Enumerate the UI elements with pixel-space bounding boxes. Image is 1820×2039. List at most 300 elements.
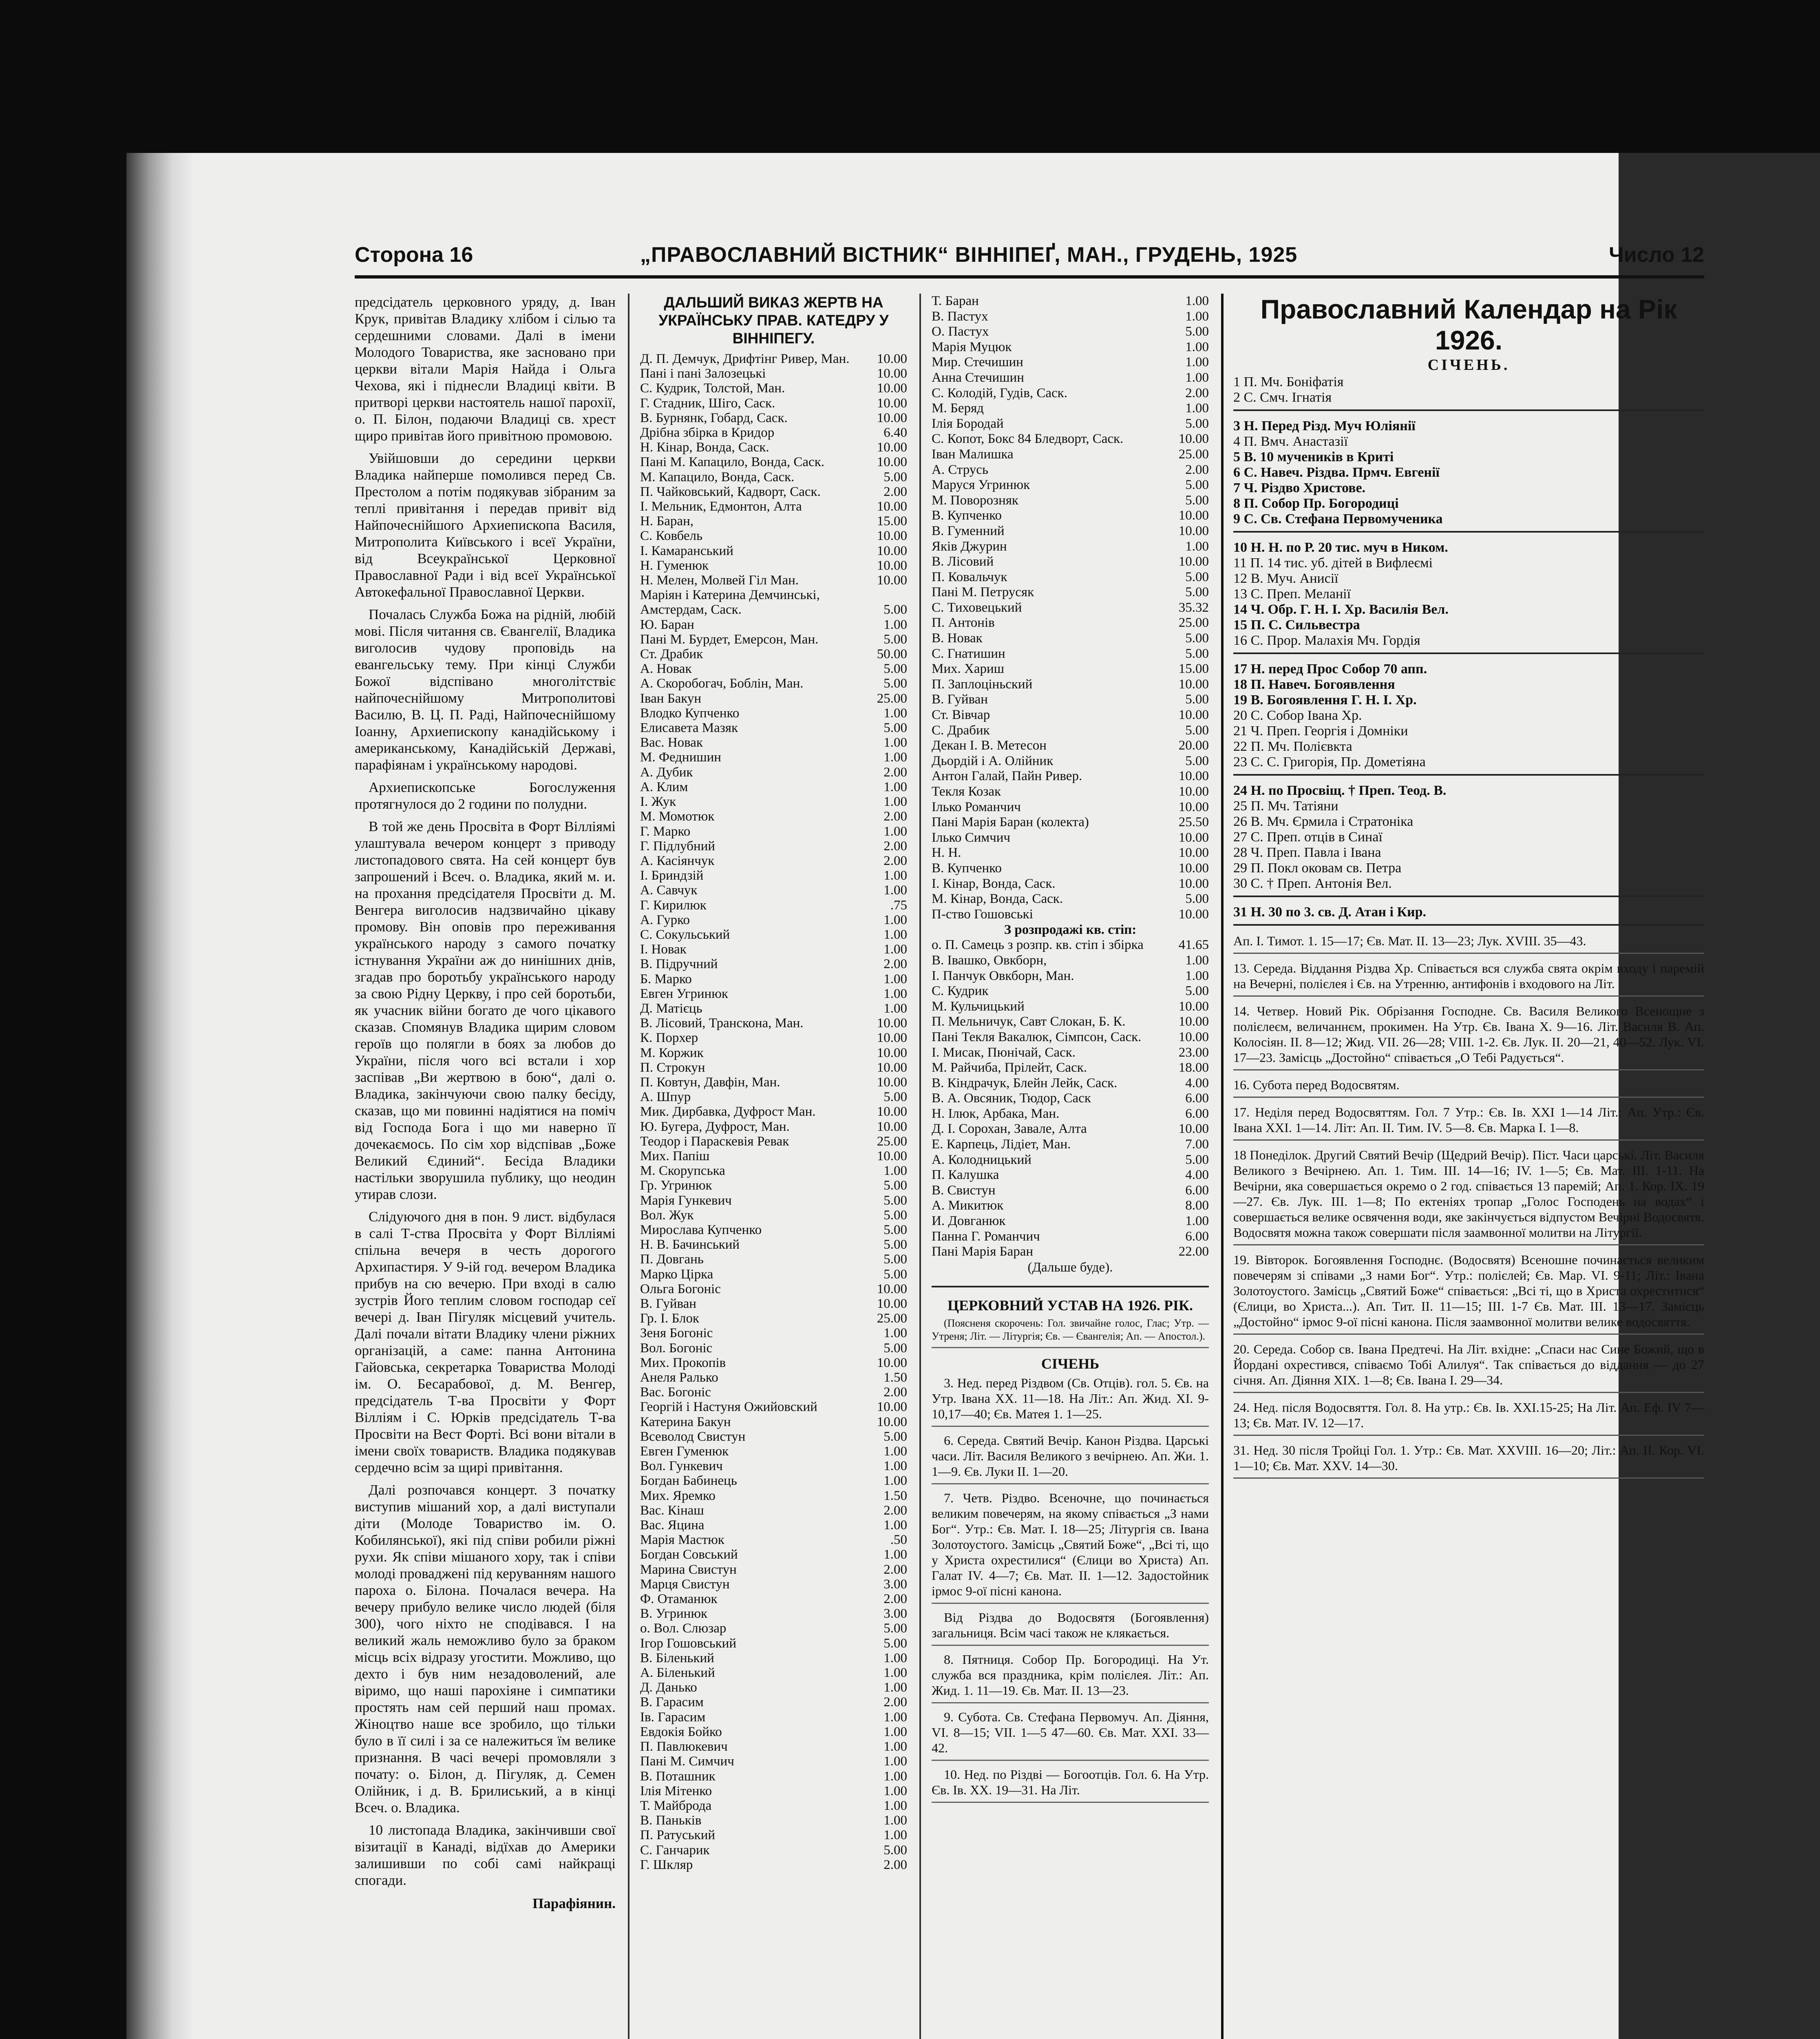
- calendar-day: 19 В. Богоявлення Г. Н. І. Хр.: [1233, 692, 1417, 708]
- donation-amount: 10.00: [1178, 508, 1209, 523]
- donor-name: А. Біленький: [640, 1665, 715, 1681]
- donor-name: П. Калушка: [932, 1168, 999, 1183]
- donor-name: І. Панчук Овкборн, Ман.: [932, 968, 1074, 983]
- donor-name: Марина Свистун: [640, 1562, 737, 1577]
- calendar-entry: 24. Нед. після Водосвяття. Гол. 8. На утр.: Єв. Ів. XXI.15-25; На Літ. Ап. Еф. IV 7—13; Єв. Мат. IV. 12—17.: [1233, 1400, 1704, 1436]
- donation-amount: 10.00: [1178, 769, 1209, 784]
- donation-amount: 10.00: [1178, 1121, 1209, 1137]
- donation-row: [640, 632, 907, 647]
- donation-row: [640, 529, 907, 543]
- donation-row: [932, 891, 1209, 907]
- calendar-days: [1233, 374, 1704, 926]
- donation-row: [932, 723, 1209, 739]
- donation-row: [932, 754, 1209, 769]
- calendar-day: 23 С. С. Григорія, Пр. Дометіяна: [1233, 754, 1426, 770]
- donor-name: Мих. Папіш: [640, 1148, 710, 1163]
- donor-name: Антон Галай, Пайн Ривер.: [932, 769, 1082, 784]
- donation-row: [932, 1137, 1209, 1152]
- donor-name: Марця Свистун: [640, 1577, 730, 1592]
- donation-row: [932, 938, 1209, 953]
- donation-amount: 2.00: [883, 1503, 907, 1518]
- donation-amount: 1.00: [883, 1473, 907, 1488]
- donation-row: [932, 999, 1209, 1015]
- donation-amount: 1.00: [883, 942, 907, 957]
- donor-name: А. Клим: [640, 779, 688, 794]
- donation-row: [640, 1473, 907, 1488]
- donation-amount: 2.00: [883, 1562, 907, 1577]
- calendar-day: 11 П. 14 тис. уб. дітей в Вифлеємі: [1233, 555, 1433, 571]
- donor-name: Анна Стечишин: [932, 370, 1024, 385]
- donation-amount: 10.00: [1178, 708, 1209, 723]
- article-paragraph: 10 листопада Владика, закінчивши свої візитації в Канаді, відїхав до Америки залишивши по собі самі найкращі спогади.: [355, 1822, 616, 1888]
- donor-name: Ілія Мітенко: [640, 1783, 712, 1798]
- donation-row: [932, 953, 1209, 969]
- donation-row: [932, 984, 1209, 999]
- calendar-day: 8 П. Собор Пр. Богородиці: [1233, 496, 1399, 511]
- donation-amount: 10.00: [1178, 876, 1209, 891]
- donation-amount: 1.00: [1185, 539, 1209, 554]
- donation-amount: 1.00: [883, 1813, 907, 1828]
- donation-amount: 1.00: [883, 1798, 907, 1813]
- donation-row: [640, 573, 907, 588]
- donation-amount: 10.00: [877, 455, 907, 470]
- donation-row: [932, 554, 1209, 570]
- donation-amount: 2.00: [883, 1857, 907, 1872]
- donation-row: [932, 1060, 1209, 1076]
- donation-amount: 10.00: [877, 1031, 907, 1046]
- donation-amount: 35.32: [1178, 600, 1209, 615]
- donor-name: А. Дубик: [640, 765, 693, 780]
- donation-row: [640, 809, 907, 824]
- donor-name: Ольга Богоніс: [640, 1281, 721, 1296]
- donation-amount: 5.00: [1185, 585, 1209, 600]
- donation-row: [640, 691, 907, 706]
- donor-name: Н. Ілюк, Арбака, Ман.: [932, 1106, 1060, 1121]
- donor-name: Ф. Отаманюк: [640, 1592, 718, 1607]
- church-rule-entry: 8. Пятниця. Собор Пр. Богородиці. На Ут. служба вся праздника, крім полієлея. Літ.: Ап. Жид. 1. 11—19. Єв. Мат. ІІ. 13—23.: [932, 1652, 1209, 1703]
- donor-name: Ст. Вівчар: [932, 708, 990, 723]
- donation-amount: 5.00: [883, 1429, 907, 1444]
- donor-name: Вас. Кінаш: [640, 1503, 704, 1518]
- donor-name: О. Пастух: [932, 324, 989, 339]
- donation-row: [640, 381, 907, 396]
- donor-name: В. Івашко, Овкборн,: [932, 953, 1047, 968]
- article-paragraph: Увійшовши до середини церкви Владика найперше помолився перед Св. Престолом а потім подякував зібраним за теплі привітання і передав привіт від Найпочеснійшого Архиепископа Василя, Митрополита Київського і всеї України, від Всеукраїнської Церковної Православної Ради і від всеї Української Автокефальної Православної Церкви.: [355, 450, 616, 600]
- donation-row: [640, 676, 907, 691]
- donation-row: [640, 558, 907, 573]
- calendar-day: 30 С. † Преп. Антонія Вел.: [1233, 876, 1392, 891]
- donor-name: Б. Марко: [640, 971, 692, 986]
- donation-row: [932, 386, 1209, 401]
- donation-row: [640, 1665, 907, 1680]
- donation-row: [932, 539, 1209, 555]
- donor-name: Ю. Бугера, Дуфрост, Ман.: [640, 1119, 790, 1134]
- donation-amount: 5.00: [1185, 723, 1209, 738]
- donation-row: [932, 845, 1209, 861]
- donation-row: [640, 1119, 907, 1134]
- calendar-entry: 19. Вівторок. Богоявлення Господнє. (Водосвятя) Всеношне починається великим повечерям зі співами „З нами Бог“. Утр.: полієлей; Єв. Мар. VI. 9-11; Літ.: Івана Золотоустого. Замісць „Святий Боже“ співається: „Всі ті, що в Христа охреститися“ (Єлици, во Христа...). Ап. Тит. II. 11—15; III. 1-7 Єв. Мат. ІІІ. 13—17. Замісць „Достойно“ ірмос 9-ої пісні канона. Після заамвонної молитви велике водосвяття.: [1233, 1252, 1704, 1335]
- donation-amount: 10.00: [877, 558, 907, 573]
- donation-amount: 1.00: [883, 971, 907, 986]
- calendar-week: [1233, 783, 1704, 897]
- donation-row: [640, 1252, 907, 1267]
- donation-amount: 5.00: [883, 632, 907, 647]
- header-rule: [355, 275, 1704, 279]
- calendar-day: 20 С. Собор Івана Хр.: [1233, 708, 1362, 723]
- donor-name: Т. Баран: [932, 294, 979, 308]
- donation-row: [640, 1725, 907, 1739]
- donation-row: [932, 1014, 1209, 1030]
- donation-amount: 2.00: [883, 1592, 907, 1607]
- donation-row: [932, 631, 1209, 646]
- donation-row: [932, 447, 1209, 462]
- donation-amount: 1.00: [883, 779, 907, 794]
- calendar-entry: 17. Неділя перед Водосвяттям. Гол. 7 Утр.: Єв. Ів. XXI 1—14 Літ.: Ап. Утр.: Єв. Івана XXI. 1—14. Літ: Ап. II. Тим. IV. 5—8. Єв. Марка І. 1—8.: [1233, 1104, 1704, 1141]
- donor-name: Елисавета Мазяк: [640, 721, 738, 736]
- donor-name: В. Новак: [932, 631, 983, 646]
- calendar-day: 15 П. С. Сильвестра: [1233, 617, 1360, 632]
- donation-row: [932, 1214, 1209, 1229]
- donor-name: Вас. Богоніс: [640, 1385, 711, 1400]
- donation-amount: 1.00: [1185, 1214, 1209, 1229]
- donation-amount: 6.40: [883, 425, 907, 440]
- page-header: [355, 243, 1704, 271]
- donation-amount: 1.00: [883, 794, 907, 809]
- donation-row: [640, 1769, 907, 1784]
- donor-name: В. Гуменний: [932, 523, 1005, 538]
- calendar-day: 21 Ч. Преп. Георгія і Домніки: [1233, 723, 1408, 739]
- donation-row: [640, 1341, 907, 1356]
- donor-name: Н. В. Бачинський: [640, 1237, 740, 1252]
- calendar-week: [1233, 905, 1704, 926]
- masthead: „ПРАВОСЛАВНИЙ ВІСТНИК“ ВІННІПЕҐ, МАН., ГРУДЕНЬ, 1925: [640, 243, 1298, 267]
- donation-amount: 1.00: [883, 1163, 907, 1179]
- donor-name: В. Лісовий: [932, 554, 994, 569]
- donation-row: [640, 1843, 907, 1858]
- donation-amount: 15.00: [877, 514, 907, 529]
- donation-row: [640, 1282, 907, 1296]
- donation-row: [932, 1045, 1209, 1061]
- calendar-day: 14 Ч. Обр. Г. Н. І. Хр. Василія Вел.: [1233, 602, 1449, 617]
- donation-row: [932, 355, 1209, 370]
- donation-row: [932, 692, 1209, 708]
- donor-name: А. Шпур: [640, 1090, 691, 1105]
- donor-name: С. Кудрик, Толстой, Ман.: [640, 381, 785, 396]
- donor-name: Н. Мелен, Молвей Гіл Ман.: [640, 573, 799, 588]
- donation-row: [932, 615, 1209, 631]
- donation-row: [640, 1356, 907, 1370]
- church-rule-title: ЦЕРКОВНИЙ УСТАВ НА 1926. РІК.: [948, 1297, 1193, 1314]
- donor-name: І. Мельник, Едмонтон, Алта: [640, 499, 802, 514]
- donation-amount: 1.00: [1185, 355, 1209, 370]
- donation-row: [640, 1193, 907, 1208]
- donor-name: В. Свистун: [932, 1183, 996, 1198]
- donation-row: [640, 1577, 907, 1592]
- donor-name: А. Гурко: [640, 912, 690, 927]
- donation-amount: 5.00: [883, 1636, 907, 1651]
- donation-amount: 1.00: [883, 1001, 907, 1016]
- donation-row: [640, 1208, 907, 1223]
- donor-name: М. Момотюк: [640, 809, 715, 824]
- donation-amount: 1.50: [883, 1370, 907, 1385]
- donation-row: [640, 1444, 907, 1459]
- donation-amount: 6.00: [1185, 1106, 1209, 1121]
- donation-row: [640, 1488, 907, 1503]
- donor-name: С. Тиховецький: [932, 600, 1022, 615]
- donor-name: М. Беряд: [932, 401, 984, 416]
- donor-name: Текля Козак: [932, 784, 1001, 799]
- donor-name: Г. Підлубний: [640, 838, 715, 854]
- donor-name: Ст. Драбик: [640, 647, 703, 662]
- calendar-day: 16 С. Прор. Малахія Мч. Гордія: [1233, 633, 1420, 648]
- donor-name: Катерина Бакун: [640, 1414, 731, 1429]
- donor-name: Пані М. Капацило, Вонда, Саск.: [640, 455, 824, 470]
- calendar-entry: 31. Нед. 30 після Тройці Гол. 1. Утр.: Єв. Мат. XXVIII. 16—20; Літ.: Ап. ІІ. Кор. VI. 1—10; Єв. Мат. XXV. 14—30.: [1233, 1442, 1704, 1479]
- donation-amount: 1.00: [1185, 370, 1209, 385]
- donor-name: Іван Малишка: [932, 447, 1014, 462]
- donation-amount: 10.00: [877, 529, 907, 544]
- donation-amount: 5.00: [883, 1267, 907, 1282]
- donation-amount: 10.00: [877, 1400, 907, 1415]
- donation-amount: 10.00: [877, 381, 907, 396]
- donation-row: [932, 1244, 1209, 1260]
- donor-name: Яків Джурин: [932, 539, 1007, 554]
- donor-name: С. Копот, Бокс 84 Бледворт, Саск.: [932, 431, 1124, 447]
- donation-amount: 50.00: [877, 647, 907, 662]
- donation-amount: 41.65: [1178, 938, 1209, 953]
- donation-row: [640, 927, 907, 942]
- calendar-day: 25 П. Мч. Татіяни: [1233, 798, 1338, 814]
- donation-amount: 23.00: [1178, 1045, 1209, 1060]
- donor-name: П. Строкун: [640, 1060, 705, 1075]
- donation-row: [640, 1710, 907, 1725]
- donation-amount: 2.00: [883, 1385, 907, 1400]
- donation-row: [640, 1739, 907, 1754]
- donor-name: Мирослава Купченко: [640, 1222, 762, 1237]
- donor-name: Д. П. Демчук, Дрифтінг Ривер, Ман.: [640, 352, 850, 366]
- donation-amount: 3.00: [883, 1577, 907, 1592]
- donor-name: о. Вол. Слюзар: [640, 1621, 727, 1636]
- calendar-day: 31 Н. 30 по 3. св. Д. Атан і Кир.: [1233, 905, 1427, 920]
- donation-amount: 1.00: [883, 1828, 907, 1843]
- donation-amount: 1.00: [883, 1783, 907, 1798]
- donation-amount: 1.00: [883, 1724, 907, 1739]
- donation-amount: 10.00: [1178, 860, 1209, 876]
- donor-name: Ілько Романчич: [932, 799, 1021, 814]
- church-rule-section: [932, 1317, 1209, 1803]
- donation-amount: 3.00: [883, 1606, 907, 1621]
- donation-row: [932, 524, 1209, 539]
- donation-amount: 1.00: [1185, 294, 1209, 308]
- donation-row: [640, 1046, 907, 1060]
- calendar-entry: Ап. І. Тимот. 1. 15—17; Єв. Мат. ІІ. 13—23; Лук. XVIII. 35—43.: [1233, 933, 1704, 954]
- donor-name: Анеля Ралько: [640, 1370, 718, 1385]
- calendar-entry: 14. Четвер. Новий Рік. Обрізання Господне. Св. Василя Великого Всенощне з полієлеєм, величаннєм, прокимен. На Утр. Єв. Івана Х. 9—16. Літ. Василя В. Ап. Колосіян. ІІ. 8—12; Жид. VII. 26—28; VIII. 1-2. Єв. Лук. ІІ. 20—21, 40—52. Лук. VI. 17—23. Замісць „Достойно“ співається „О Тебі Радується“.: [1233, 1003, 1704, 1070]
- donations-title: ДАЛЬШИЙ ВИКАЗ ЖЕРТВ НА УКРАЇНСЬКУ ПРАВ. КАТЕДРУ У ВІННІПЕГУ.: [658, 294, 889, 347]
- donation-amount: 4.00: [1185, 1168, 1209, 1183]
- donation-amount: 1.00: [1185, 953, 1209, 968]
- donation-amount: 22.00: [1178, 1244, 1209, 1259]
- donor-name: Декан І. В. Метесон: [932, 738, 1047, 753]
- donor-name: Н. Кінар, Вонда, Саск.: [640, 440, 769, 455]
- donation-amount: 2.00: [883, 765, 907, 780]
- donation-row: [932, 294, 1209, 309]
- donation-row: [640, 1090, 907, 1104]
- calendar-day: 5 В. 10 мучеників в Криті: [1233, 449, 1394, 464]
- donation-row: [640, 1134, 907, 1149]
- donation-amount: 1.00: [883, 1650, 907, 1665]
- donation-row: [932, 1091, 1209, 1106]
- calendar-day: 10 Н. Н. по Р. 20 тис. муч в Ником.: [1233, 540, 1448, 555]
- donor-name: В. Купченко: [932, 508, 1002, 523]
- donor-name: А. Струсь: [932, 462, 988, 477]
- calendar-day: 4 П. Вмч. Анастазії: [1233, 434, 1348, 449]
- donation-row: [640, 661, 907, 676]
- donor-name: П. Павлюкевич: [640, 1739, 728, 1754]
- donor-name: І. Жук: [640, 794, 676, 809]
- donor-name: Пані М. Петрусяк: [932, 585, 1034, 600]
- donor-name: Н. Н.: [932, 845, 961, 860]
- donation-amount: 10.00: [1178, 1014, 1209, 1029]
- donation-amount: 2.00: [883, 853, 907, 868]
- column-divider: [628, 294, 629, 2039]
- donation-row: [640, 794, 907, 809]
- donor-name: Дрібна збірка в Кридор: [640, 425, 775, 440]
- donation-amount: 10.00: [877, 1414, 907, 1429]
- donation-amount: 4.00: [1185, 1075, 1209, 1090]
- donation-amount: 1.00: [883, 1326, 907, 1341]
- donation-row: [640, 1592, 907, 1606]
- donor-name: Марія Мастюк: [640, 1533, 724, 1548]
- donation-row: [640, 617, 907, 632]
- donation-amount: 5.00: [1185, 646, 1209, 661]
- donation-row: [640, 396, 907, 411]
- donation-amount: 10.00: [877, 573, 907, 588]
- donation-row: [640, 1459, 907, 1473]
- calendar-week: [1233, 418, 1704, 533]
- donation-row: [932, 861, 1209, 876]
- article-paragraph: Почалась Служба Божа на рідній, любій мові. Після читання св. Євангелії, Владика виголосив чудову проповідь на евангельську тему. При кінці Служби Божої відспівано многолітствіє найпочеснійшому Митрополитові Василю, В. Ц. П. Раді, Найпочеснійшому Іоанну, Архиепископу канадійському і американському, Канадійській Державі, парафіянам і українському народові.: [355, 606, 616, 773]
- column-divider: [1221, 294, 1224, 2039]
- donor-name: Мих. Прокопів: [640, 1355, 726, 1370]
- donation-amount: 1.00: [883, 735, 907, 750]
- donation-row: [640, 1680, 907, 1695]
- donor-name: Теодор і Параскевія Ревак: [640, 1134, 789, 1149]
- article-paragraph: Слідуючого дня в пон. 9 лист. відбулася в салі Т-ства Просвіта у Форт Вілліямі спільна вечеря в честь дорогого Архипастиря. У 9-ій год. вечером Владика прибув на сю вечерю. При вході в салю зустрів Його теплим словом господар сеї вечері д. Іван Пігуляк місцевий учитель. Далі почали вітати Владику члени ріжних організацій, а саме: панна Антонина Гайовська, секретарка Товариства Молоді ім. О. Бесарабової, д. М. Венгер, предсідатель Т-ва Просвіти у Форт Вілліям і С. Юрків предсідатель Т-ва Просвіти на Вест Форті. Всі вони вітали в імени своїх товариств. Владика подякував сердечно всім за щирі привітання.: [355, 1209, 616, 1475]
- donation-row: [640, 1429, 907, 1444]
- donation-amount: 10.00: [877, 1148, 907, 1163]
- donation-amount: 6.00: [1185, 1091, 1209, 1106]
- donation-row: [932, 309, 1209, 325]
- donation-row: [640, 942, 907, 957]
- donation-amount: 10.00: [1178, 907, 1209, 922]
- donor-name: І. Новак: [640, 942, 687, 957]
- calendar-entry: 13. Середа. Віддання Різдва Хр. Співається вся служба свята окрім входу і паремій на Вечерні, полієлея і Єв. на Утренню, антифонів і входового на Літ.: [1233, 960, 1704, 997]
- donation-amount: 5.00: [1185, 569, 1209, 584]
- donor-name: В. Гуйван: [640, 1296, 696, 1311]
- donation-row: [640, 1163, 907, 1178]
- donor-name: А. Скоробогач, Боблін, Ман.: [640, 676, 804, 691]
- donation-amount: 10.00: [877, 543, 907, 558]
- donor-name: В. Гуйван: [932, 692, 988, 707]
- donor-name: А. Новак: [640, 661, 692, 677]
- donation-amount: 2.00: [883, 809, 907, 824]
- donor-name: Г. Марко: [640, 824, 691, 839]
- donor-name: Вол. Гункевич: [640, 1459, 723, 1474]
- donor-name: М. Кінар, Вонда, Саск.: [932, 891, 1063, 907]
- donation-row: [640, 440, 907, 455]
- donor-name: П. Чайковський, Кадворт, Саск.: [640, 484, 821, 499]
- donor-name: П. Ратуський: [640, 1828, 716, 1843]
- donation-row: [932, 907, 1209, 922]
- calendar-day: 6 С. Навеч. Різдва. Прмч. Евгенії: [1233, 465, 1440, 480]
- donation-amount: 20.00: [1178, 738, 1209, 753]
- donation-amount: 1.00: [883, 1680, 907, 1695]
- donation-row: [640, 1016, 907, 1031]
- donation-row: [640, 1385, 907, 1400]
- donation-row: [640, 544, 907, 558]
- donation-row: [640, 957, 907, 971]
- donation-row: [640, 455, 907, 469]
- donation-row: [640, 1104, 907, 1119]
- donation-row: [640, 588, 907, 617]
- donation-row: [932, 769, 1209, 784]
- calendar-day: 9 С. Св. Стефана Первомученика: [1233, 511, 1443, 526]
- donor-name: Пані Марія Баран (колекта): [932, 815, 1089, 830]
- sales-subheading: З розпродажі кв. стіп:: [1004, 922, 1137, 938]
- donation-amount: 10.00: [877, 1075, 907, 1090]
- donation-amount: 5.00: [1185, 984, 1209, 999]
- donation-row: [932, 1198, 1209, 1214]
- church-rule-entry: 10. Нед. по Різдві — Богоотців. Гол. 6. На Утр. Єв. Ів. ХХ. 19—31. На Літ.: [932, 1767, 1209, 1803]
- donor-name: Зеня Богоніс: [640, 1326, 713, 1341]
- donation-row: [932, 661, 1209, 677]
- calendar-day: 12 В. Муч. Анисії: [1233, 571, 1338, 586]
- donation-row: [640, 1621, 907, 1636]
- calendar-day: 22 П. Мч. Полієвкта: [1233, 739, 1352, 754]
- calendar-day: 7 Ч. Різдво Христове.: [1233, 480, 1366, 495]
- donation-amount: 25.00: [877, 691, 907, 706]
- donation-amount: 2.00: [1185, 385, 1209, 400]
- donation-amount: 5.00: [1185, 478, 1209, 493]
- donation-row: [640, 824, 907, 839]
- church-rule-entry: 9. Субота. Св. Стефана Первомуч. Ап. Діяння, VI. 8—15; VII. 1—5 47—60. Єв. Мат. XXI. 33—42.: [932, 1709, 1209, 1761]
- donation-amount: 5.00: [883, 1178, 907, 1193]
- donor-name: І. Бриндзій: [640, 868, 704, 883]
- donor-name: С. Ганчарик: [640, 1842, 710, 1858]
- donor-name: В. Лісовий, Транскона, Ман.: [640, 1016, 804, 1031]
- donation-amount: 5.00: [883, 1842, 907, 1858]
- donation-amount: 25.50: [1178, 815, 1209, 830]
- donor-name: М. Поворозняк: [932, 493, 1018, 508]
- donation-amount: 1.00: [883, 1739, 907, 1754]
- donation-amount: 10.00: [1178, 677, 1209, 692]
- donor-name: Д. І. Сорохан, Завале, Алта: [932, 1121, 1087, 1137]
- donor-name: В. Підручний: [640, 957, 718, 972]
- donor-name: Ю. Баран: [640, 617, 694, 632]
- donation-row: [932, 478, 1209, 493]
- donation-amount: 1.00: [1185, 968, 1209, 983]
- donor-name: М. Кульчицький: [932, 999, 1025, 1014]
- donation-row: [640, 839, 907, 854]
- donor-name: М. Коржик: [640, 1045, 704, 1060]
- donation-row: [640, 868, 907, 883]
- donation-row: [640, 972, 907, 986]
- donation-row: [640, 1651, 907, 1665]
- donor-name: Гр. І. Блок: [640, 1311, 700, 1326]
- donor-name: Маруся Угринюк: [932, 478, 1030, 493]
- donor-name: Н. Баран,: [640, 514, 694, 529]
